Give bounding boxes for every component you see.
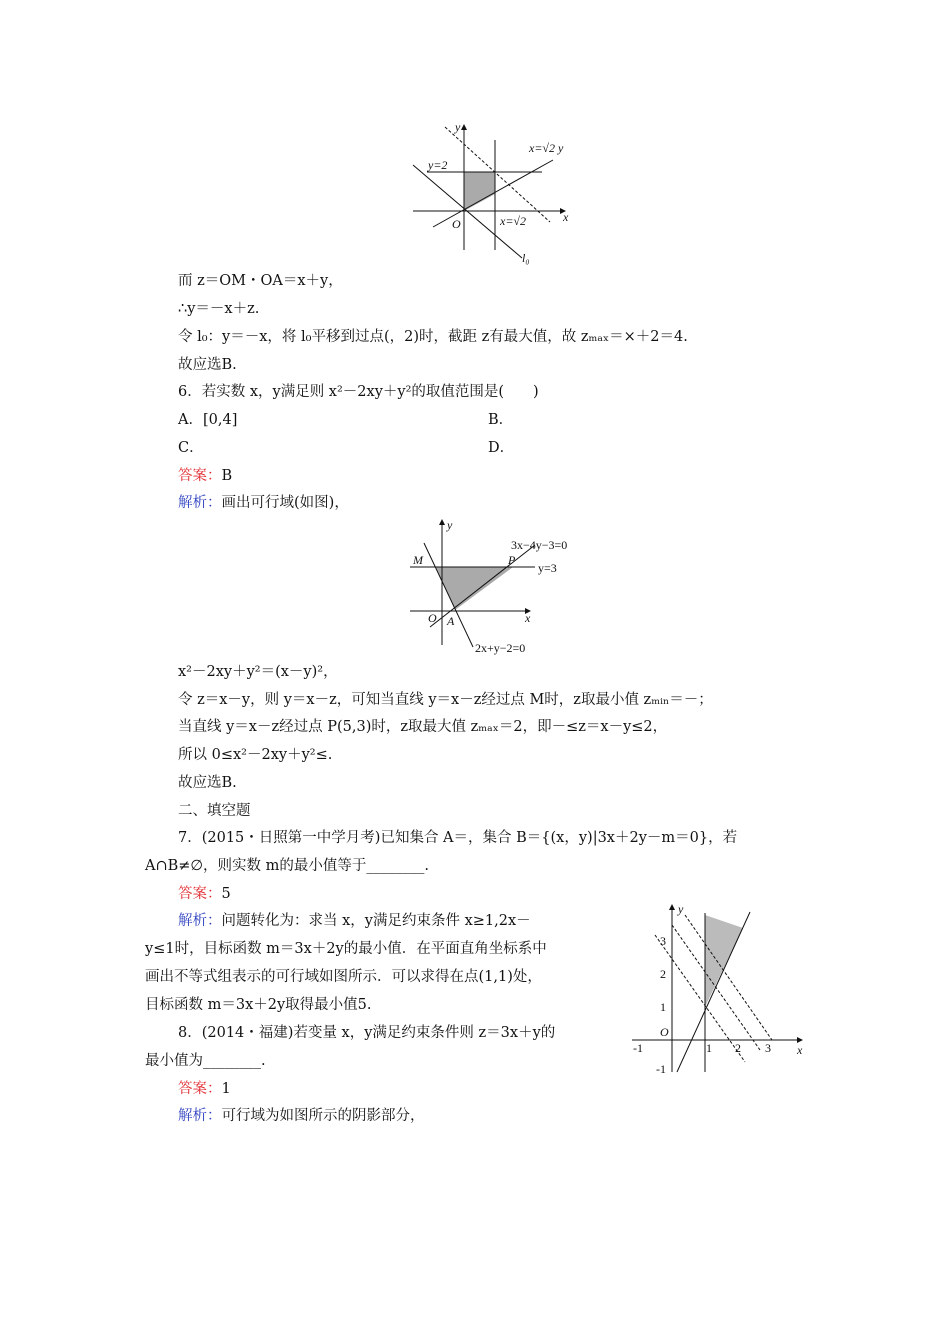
answer-label: 答案： [178,1081,222,1097]
fig1-label-x-sqrt2y: x=√2 y [529,141,564,155]
fig2-line-label-1: 3x−4y−3=0 [511,538,568,552]
fig2-origin: O [428,611,437,625]
shaded-region [705,915,743,1007]
answer-8 [178,1079,231,1099]
fig1-origin: O [452,217,461,231]
answer-value: B [221,468,233,484]
text-line: 故应选B. [178,775,237,791]
question-8-cont: 最小值为________. [145,1053,266,1069]
analysis-text: 画出可行域(如图)， [221,495,349,511]
answer-6 [178,466,232,486]
analysis-8 [178,1106,425,1126]
text-line: 而 z＝OM・OA＝x＋y， [178,273,343,289]
fig3-x-tick: 1 [706,1041,712,1055]
text-line: 目标函数 m＝3x＋2y取得最小值5. [145,997,372,1013]
option-b: B． [488,412,514,428]
answer-label: 答案： [178,886,222,902]
answer-label: 答案： [178,468,222,484]
shaded-region [436,567,513,610]
fig2-line-label-3: 2x+y−2=0 [475,641,526,655]
question-7-cont: A∩B≠∅，则实数 m的最小值等于________. [145,858,430,874]
fig2-x-label: x [525,611,531,625]
fig1-label-x-sqrt2: x=√2 [500,214,527,228]
fig3-origin: O [660,1025,669,1039]
fig3-x-tick: 2 [735,1041,741,1055]
analysis-7 [178,911,531,931]
analysis-text: 可行域为如图所示的阴影部分， [221,1108,425,1124]
fig2-point-A: A [447,614,455,628]
figure-2-feasible-region [410,518,567,655]
option-a: A．[0,4] [178,412,238,428]
question-7: 7．(2015・日照第一中学月考)已知集合 A＝，集合 B＝{(x，y)|3x＋2y－m＝0}，若 [178,830,738,846]
fig1-y-label: y [455,120,461,134]
fig3-y-tick: -1 [656,1062,666,1076]
text-line: 画出不等式组表示的可行域如图所示．可以求得在点(1,1)处， [145,969,542,985]
analysis-label: 解析： [178,1108,222,1124]
figure-1-feasible-region [413,120,569,265]
fig3-y-tick: 2 [660,967,666,981]
shaded-region [464,172,495,211]
analysis-label: 解析： [178,913,222,929]
fig3-y-label: y [678,902,684,916]
fig1-label-l0: l₀ [522,251,530,265]
question-8: 8．(2014・福建)若变量 x，y满足约束条件则 z＝3x＋y的 [178,1025,556,1041]
text-line: y≤1时，目标函数 m＝3x＋2y的最小值．在平面直角坐标系中 [145,941,547,957]
fig2-point-M: M [413,553,423,567]
fig3-y-tick: 3 [660,934,666,948]
fig2-line-label-2: y=3 [538,561,557,575]
analysis-text: 问题转化为：求当 x，y满足约束条件 x≥1,2x－ [221,913,531,929]
question-6: 6．若实数 x，y满足则 x²－2xy＋y²的取值范围是( ) [178,384,539,400]
text-line: ∴y＝－x＋z. [178,301,260,317]
fig3-x-label: x [797,1043,803,1057]
text-line: 令 z＝x－y，则 y＝x－z，可知当直线 y＝x－z经过点 M时，z取最小值 zₘᵢₙ＝－； [178,692,713,708]
analysis-label: 解析： [178,495,222,511]
answer-value: 1 [221,1081,231,1097]
text-line: 故应选B. [178,357,237,373]
fig1-label-y2: y=2 [428,158,448,172]
text-line: 当直线 y＝x－z经过点 P(5,3)时，z取最大值 zₘₐₓ＝2，即－≤z＝x－y≤2， [178,719,668,735]
section-heading: 二、填空题 [178,803,251,819]
figure-3-feasible-region [632,902,803,1076]
fig3-x-tick: 3 [765,1041,771,1055]
answer-value: 5 [221,886,231,902]
text-line: 所以 0≤x²－2xy＋y²≤. [178,747,333,763]
analysis-6 [178,493,349,513]
fig3-y-tick: 1 [660,1000,666,1014]
fig1-x-label: x [563,210,569,224]
fig2-y-label: y [447,518,453,532]
fig2-point-P: P [508,553,516,567]
text-line: 令 l₀：y＝－x，将 l₀平移到过点(，2)时，截距 z有最大值，故 zₘₐₓ＝×＋2＝4. [178,329,688,345]
answer-7 [178,884,231,904]
option-d: D． [488,440,515,456]
text-line: x²－2xy＋y²＝(x－y)²， [178,664,338,680]
fig3-x-tick: -1 [633,1041,643,1055]
option-c: C． [178,440,204,456]
